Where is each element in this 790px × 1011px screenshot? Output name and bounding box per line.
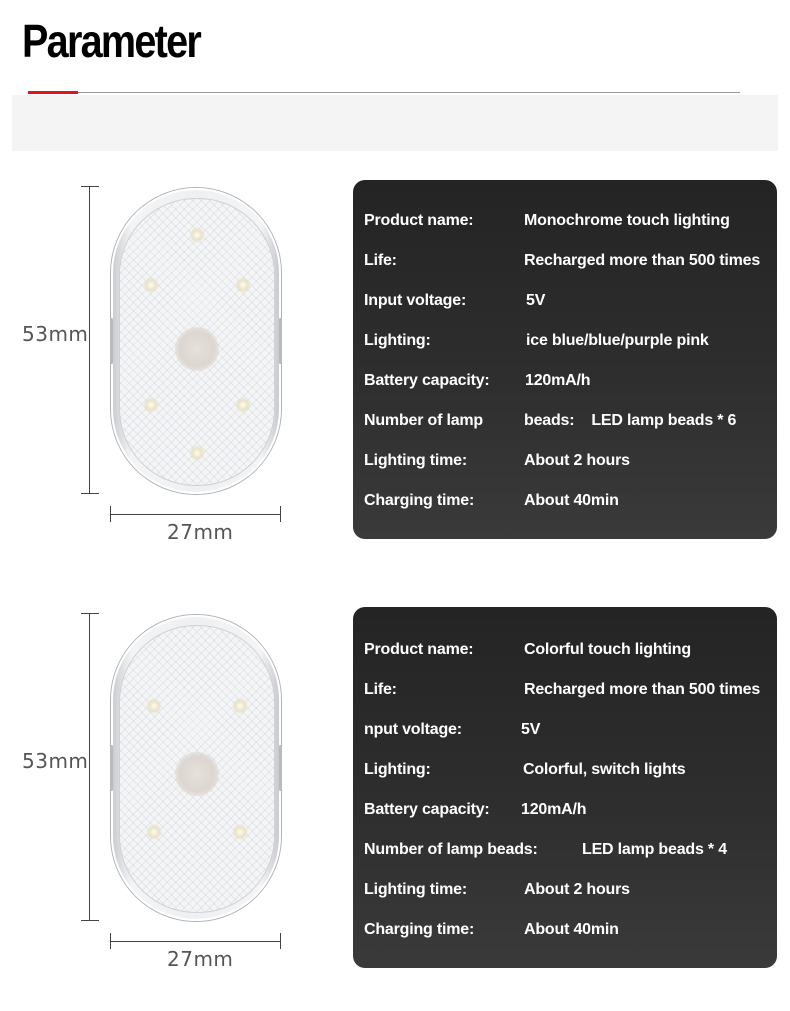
- spec-row-battery-capacity: [353, 372, 777, 396]
- height-dimension-label: 53mm: [22, 749, 89, 773]
- spec-value: Recharged more than 500 times: [524, 681, 761, 698]
- spec-card: [353, 180, 777, 539]
- width-dimension-label: 27mm: [167, 520, 234, 544]
- spec-value: ice blue/blue/purple pink: [526, 332, 709, 349]
- spec-value: About 2 hours: [524, 881, 630, 898]
- spec-row-input-voltage: [353, 292, 777, 316]
- spec-key: Battery capacity:: [364, 372, 490, 389]
- spec-row-lighting-time: [353, 881, 777, 905]
- product-section-monochrome: [0, 180, 790, 560]
- spec-value: 5V: [526, 292, 546, 309]
- spec-key: Lighting time:: [364, 881, 467, 898]
- spec-value: About 40min: [524, 921, 619, 938]
- spec-value: Colorful, switch lights: [523, 761, 686, 778]
- spec-row-life: [353, 681, 777, 705]
- width-dimension-label: 27mm: [167, 947, 234, 971]
- led-bead: [232, 698, 248, 714]
- spec-key: Product name:: [364, 212, 474, 229]
- led-bead: [235, 277, 251, 293]
- spec-key: Lighting:: [364, 761, 431, 778]
- spec-key: Life:: [364, 681, 397, 698]
- spec-value: LED lamp beads * 4: [582, 841, 727, 858]
- spec-key: Input voltage:: [364, 292, 467, 309]
- spec-key: Number of lamp: [364, 412, 483, 429]
- spec-value: About 40min: [524, 492, 619, 509]
- spec-row-lamp-beads: [353, 841, 777, 865]
- product-section-colorful: [0, 607, 790, 987]
- spec-key: Life:: [364, 252, 397, 269]
- lamp-image: [111, 615, 281, 921]
- spec-row-life: [353, 252, 777, 276]
- touch-button: [175, 327, 219, 371]
- page-title: Parameter: [22, 15, 201, 67]
- spec-key: Battery capacity:: [364, 801, 490, 818]
- spec-key: Charging time:: [364, 921, 475, 938]
- spec-key: Lighting:: [364, 332, 431, 349]
- touch-button: [175, 752, 219, 796]
- spec-value: Recharged more than 500 times: [524, 252, 761, 269]
- lamp-diffuser: [119, 625, 275, 913]
- spec-value: Monochrome touch lighting: [524, 212, 730, 229]
- spec-row-battery-capacity: [353, 801, 777, 825]
- spec-value: beads: LED lamp beads * 6: [524, 412, 737, 429]
- spec-key: Lighting time:: [364, 452, 467, 469]
- led-bead: [143, 277, 159, 293]
- spec-value: About 2 hours: [524, 452, 630, 469]
- lamp-diffuser: [119, 198, 275, 486]
- spec-row-charging-time: [353, 921, 777, 945]
- led-bead: [146, 698, 162, 714]
- led-bead: [189, 227, 205, 243]
- spec-row-lighting-time: [353, 452, 777, 476]
- spec-value: 5V: [521, 721, 541, 738]
- spec-row-input-voltage: [353, 721, 777, 745]
- spec-value: 120mA/h: [525, 372, 591, 389]
- title-divider: [28, 92, 740, 93]
- led-bead: [232, 824, 248, 840]
- led-bead: [235, 397, 251, 413]
- spec-value: Colorful touch lighting: [524, 641, 691, 658]
- spec-row-charging-time: [353, 492, 777, 516]
- title-accent-bar: [28, 91, 78, 94]
- spec-row-product-name: [353, 212, 777, 236]
- spec-key: Number of lamp beads:: [364, 841, 538, 858]
- led-bead: [189, 445, 205, 461]
- spec-key: Product name:: [364, 641, 474, 658]
- spec-value: 120mA/h: [521, 801, 587, 818]
- led-bead: [146, 824, 162, 840]
- spec-key: Charging time:: [364, 492, 475, 509]
- lamp-image: [111, 188, 281, 494]
- spec-card: [353, 607, 777, 968]
- height-dimension-label: 53mm: [22, 322, 89, 346]
- spec-row-lighting: [353, 332, 777, 356]
- spec-key: nput voltage:: [364, 721, 462, 738]
- title-band: [12, 95, 778, 151]
- spec-row-lighting: [353, 761, 777, 785]
- spec-row-product-name: [353, 641, 777, 665]
- led-bead: [143, 397, 159, 413]
- spec-row-lamp-beads: [353, 412, 777, 436]
